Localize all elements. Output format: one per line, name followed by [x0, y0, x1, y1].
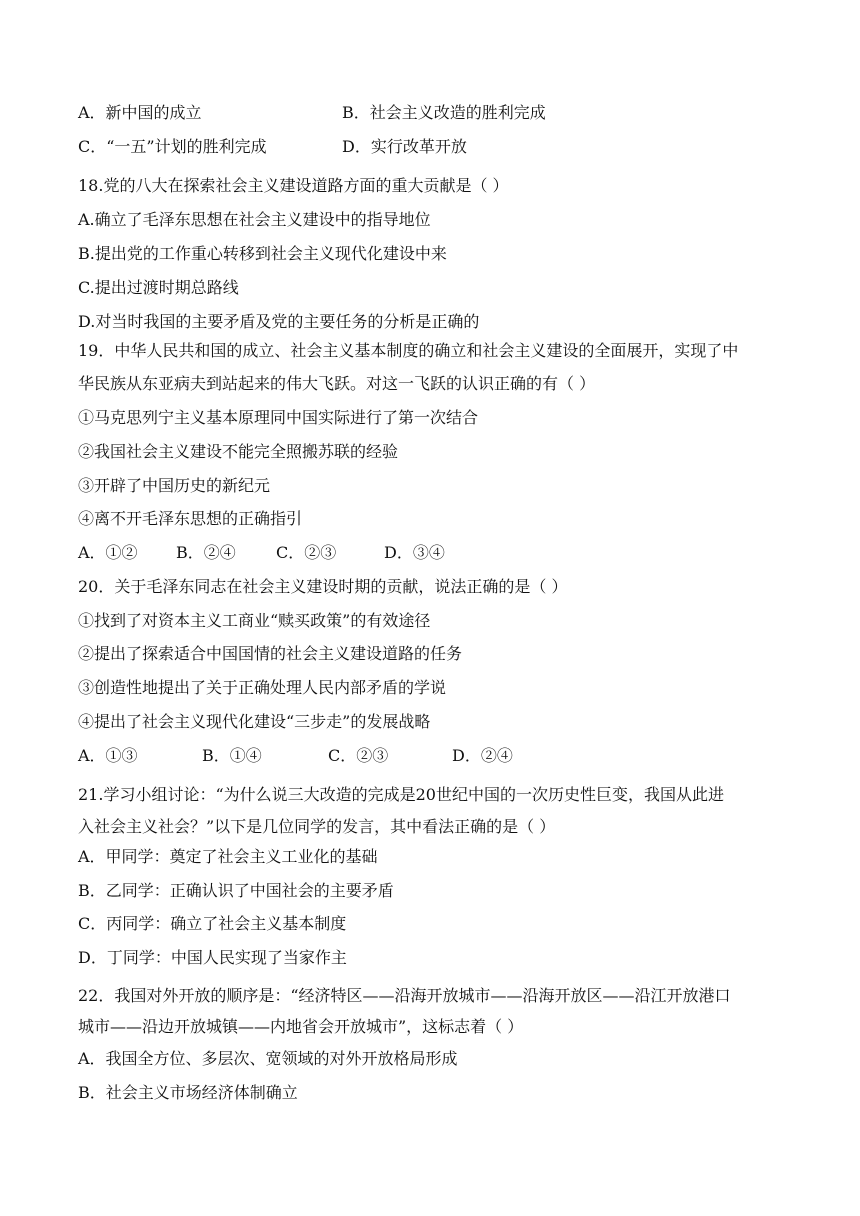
q20-statement-4: ④提出了社会主义现代化建设“三步走”的发展战略 [78, 712, 431, 731]
q21-option-c: C．丙同学：确立了社会主义基本制度 [78, 914, 347, 933]
q22-option-b: B．社会主义市场经济体制确立 [78, 1083, 298, 1102]
q17-option-b: B．社会主义改造的胜利完成 [342, 103, 546, 122]
q18-option-a: A.确立了毛泽东思想在社会主义建设中的指导地位 [78, 210, 431, 229]
q21-option-a: A．甲同学：奠定了社会主义工业化的基础 [78, 847, 378, 866]
q20-statement-3: ③创造性地提出了关于正确处理人民内部矛盾的学说 [78, 678, 447, 697]
q20-option-b: B．①④ [202, 746, 262, 765]
q17-options-row1 [78, 102, 546, 124]
q22-stem-line2: 城市——沿边开放城镇——内地省会开放城市”，这标志着（ ） [78, 1017, 524, 1036]
q20-option-c: C．②③ [328, 746, 389, 765]
q21-stem-line1: 21.学习小组讨论：“为什么说三大改造的完成是20世纪中国的一次历史性巨变，我国从此进 [78, 785, 724, 804]
q22-stem-line1: 22．我国对外开放的顺序是：“经济特区——沿海开放城市——沿海开放区——沿江开放港口 [78, 986, 731, 1005]
q18-stem: 18.党的八大在探索社会主义建设道路方面的重大贡献是（ ） [78, 176, 509, 195]
q20-stem: 20．关于毛泽东同志在社会主义建设时期的贡献，说法正确的是（ ） [78, 577, 568, 596]
q19-option-c: C．②③ [276, 543, 337, 562]
q17-option-d: D．实行改革开放 [342, 137, 467, 156]
q20-statement-2: ②提出了探索适合中国国情的社会主义建设道路的任务 [78, 644, 463, 663]
q18-option-b: B.提出党的工作重心转移到社会主义现代化建设中来 [78, 244, 447, 263]
q21-stem-line2: 入社会主义社会？”以下是几位同学的发言，其中看法正确的是（ ） [78, 817, 556, 836]
q19-stem-line1: 19．中华人民共和国的成立、社会主义基本制度的确立和社会主义建设的全面展开，实现了中 [78, 341, 739, 360]
q20-options [78, 745, 513, 767]
q20-option-a: A．①③ [78, 746, 138, 765]
q19-statement-3: ③开辟了中国历史的新纪元 [78, 476, 271, 495]
q17-option-a: A．新中国的成立 [78, 103, 202, 122]
q19-options [78, 542, 445, 564]
q20-option-d: D．②④ [452, 746, 513, 765]
q20-statement-1: ①找到了对资本主义工商业“赎买政策”的有效途径 [78, 611, 431, 630]
q19-statement-2: ②我国社会主义建设不能完全照搬苏联的经验 [78, 442, 399, 461]
q18-option-c: C.提出过渡时期总路线 [78, 278, 239, 297]
q19-option-d: D．③④ [384, 543, 445, 562]
q19-statement-1: ①马克思列宁主义基本原理同中国实际进行了第一次结合 [78, 408, 479, 427]
q19-stem-line2: 华民族从东亚病夫到站起来的伟大飞跃。对这一飞跃的认识正确的有（ ） [78, 374, 596, 393]
q19-option-a: A．①② [78, 543, 138, 562]
q18-option-d: D.对当时我国的主要矛盾及党的主要任务的分析是正确的 [78, 312, 480, 331]
q21-option-b: B．乙同学：正确认识了中国社会的主要矛盾 [78, 881, 394, 900]
q17-option-c: C．“一五”计划的胜利完成 [78, 137, 267, 156]
q19-option-b: B．②④ [176, 543, 236, 562]
q21-option-d: D．丁同学：中国人民实现了当家作主 [78, 948, 347, 967]
q19-statement-4: ④离不开毛泽东思想的正确指引 [78, 509, 303, 528]
q17-options-row2 [78, 136, 467, 158]
q22-option-a: A．我国全方位、多层次、宽领域的对外开放格局形成 [78, 1049, 458, 1068]
